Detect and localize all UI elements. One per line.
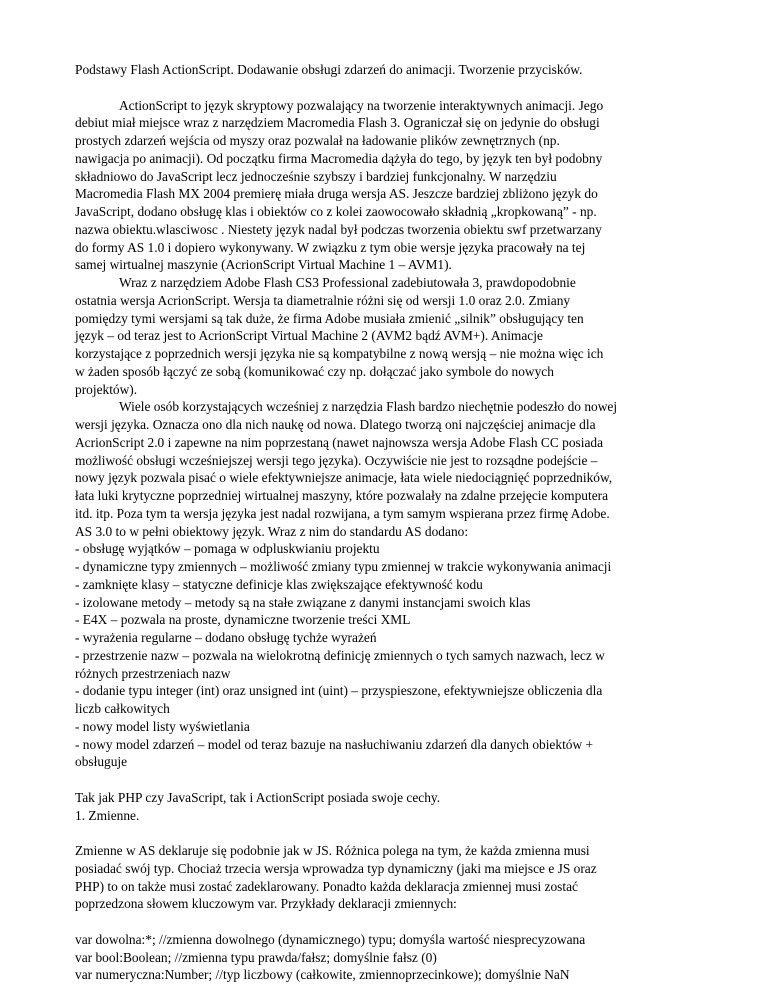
text-line: ActionScript to język skryptowy pozwalający na tworzenie interaktywnych animacji. Jego	[119, 97, 604, 113]
list-item: - zamknięte klasy – statyczne definicje klas zwiększające efektywność kodu	[75, 576, 483, 592]
section-heading: 1. Zmienne.	[75, 807, 140, 823]
list-item: - dodanie typu integer (int) oraz unsigned int (uint) – przyspieszone, efektywniejsze obliczenia dla	[75, 683, 603, 699]
list-item: - nowy model listy wyświetlania	[75, 718, 250, 734]
list-item: - E4X – pozwala na proste, dynamiczne tworzenie treści XML	[75, 612, 411, 628]
paragraph-variables	[75, 842, 715, 913]
code-line: var numeryczna:Number; //typ liczbowy (całkowite, zmiennoprzecinkowe); domyślnie NaN	[75, 967, 570, 983]
list-item: - izolowane metody – metody są na stałe związane z danymi instancjami swoich klas	[75, 594, 531, 610]
text-line: składniowo do JavaScript lecz jednocześnie szybszy i bardziej funkcjonalny. W narzędziu	[75, 168, 557, 184]
text-line: łata luki krytyczne poprzedniej wirtualnej maszyny, które pozwalały na zdalne przejęcie komputera	[75, 488, 609, 503]
spacer	[75, 771, 715, 789]
paragraph-as3-adoption	[75, 398, 715, 540]
list-item: - wyrażenia regularne – dodano obsługę tychże wyrażeń	[75, 630, 377, 645]
text-line: Tak jak PHP czy JavaScript, tak i ActionScript posiada swoje cechy.	[75, 789, 441, 805]
text-line: wersji języka. Oznacza ono dla nich naukę od nowa. Dlatego tworzą oni najczęściej animacje dla	[75, 417, 596, 432]
text-line: do formy AS 1.0 i dopiero wykonywany. W związku z tym obie wersje języka pracowały na tej	[75, 239, 586, 255]
text-line: PHP) to on także musi zostać zadeklarowany. Ponadto każda deklaracja zmiennej musi zostać	[75, 878, 578, 894]
text-line: posiadać swój typ. Chociaż trzecia wersja wprowadza typ dynamiczny (jaki ma miejsce e JS oraz	[75, 860, 597, 876]
code-line: var bool:Boolean; //zmienna typu prawda/fałsz; domyślnie fałsz (0)	[75, 949, 437, 965]
text-line: prostych zdarzeń wejścia od myszy oraz pozwalał na ładowanie plików zewnętrznych (np.	[75, 133, 560, 148]
text-line: Wiele osób korzystających wcześniej z narzędzia Flash bardzo niechętnie podeszło do nowej	[119, 399, 618, 415]
text-line: nazwa obiektu.wlasciwosc . Niestety język nadal był podczas tworzenia obiektu swf przetwarzany	[75, 221, 602, 237]
list-item: liczb całkowitych	[75, 701, 170, 716]
list-item: obsługuje	[75, 754, 128, 770]
text-line: ostatnia wersja AcrionScript. Wersja ta diametralnie różni się od wersji 1.0 oraz 2.0. Zmiany	[75, 292, 571, 308]
text-line: nawigacja po animacji). Od początku firma Macromedia dążyła do tego, by język ten był podobny	[75, 150, 603, 166]
text-line: Zmienne w AS deklaruje się podobnie jak w JS. Różnica polega na tym, że każda zmienna musi	[75, 843, 590, 858]
text-line: możliwość obsługi wcześniejszej wersji tego języka). Oczywiście nie jest to rozsądne podejście –	[75, 452, 598, 468]
text-line: samej wirtualnej maszynie (AcrionScript Virtual Machine 1 – AVM1).	[75, 257, 452, 273]
section-intro	[75, 789, 715, 825]
text-line: AcrionScript 2.0 i zapewne na nim poprzestaną (nawet najnowsza wersja Adobe Flash CC posiada	[75, 434, 604, 450]
document-title: Podstawy Flash ActionScript. Dodawanie obsługi zdarzeń do animacji. Tworzenie przycisków.	[75, 62, 583, 77]
text-line: itd. itp. Poza tym ta wersja języka jest nadal rozwijana, a tym samym wspierana przez firmę Adobe.	[75, 505, 610, 521]
text-line: nowy język pozwala pisać o wiele efektywniejsze animacje, łata wiele niedociągnięć poprzedników,	[75, 470, 613, 486]
code-examples	[75, 931, 715, 984]
list-item: - dynamiczne typy zmiennych – możliwość zmiany typu zmiennej w trakcie wykonywania animacji	[75, 559, 612, 574]
spacer	[75, 913, 715, 931]
list-item: - przestrzenie nazw – pozwala na wielokrotną definicję zmiennych o tych samych nazwach, lecz w	[75, 647, 605, 663]
list-item: - obsługę wyjątków – pomaga w odpluskwianiu projektu	[75, 541, 380, 557]
list-item: - nowy model zdarzeń – model od teraz bazuje na nasłuchiwaniu zdarzeń dla danych obiektów +	[75, 736, 594, 752]
text-line: w żaden sposób łączyć ze sobą (komunikować czy np. dołączać jako symbole do nowych	[75, 363, 554, 379]
text-line: Wraz z narzędziem Adobe Flash CS3 Professional zadebiutowała 3, prawdopodobnie	[119, 275, 576, 290]
text-line: debiut miał miejsce wraz z narzędziem Macromedia Flash 3. Ograniczał się on jedynie do obsługi	[75, 115, 600, 131]
spacer	[75, 79, 715, 97]
text-line: korzystające z poprzednich wersji języka nie są kompatybilne z nową wersją – nie można więc ich	[75, 346, 604, 361]
code-line: var dowolna:*; //zmienna dowolnego (dynamicznego) typu; domyśla wartość niesprecyzowana	[75, 931, 586, 947]
document-page	[75, 61, 715, 984]
text-line: AS 3.0 to w pełni obiektowy język. Wraz z nim do standardu AS dodano:	[75, 523, 469, 539]
paragraph-intro-actionscript	[75, 97, 715, 275]
list-item: różnych przestrzeniach nazw	[75, 665, 231, 681]
text-line: poprzedzona słowem kluczowym var. Przykłady deklaracji zmiennych:	[75, 896, 457, 912]
text-line: pomiędzy tymi wersjami są tak duże, że firma Adobe musiała zmienić „silnik” obsługujący ten	[75, 310, 584, 326]
spacer	[75, 824, 715, 842]
text-line: JavaScript, dodano obsługę klas i obiektów co z kolei zaowocowało składnią „kropkowaną” - np.	[75, 204, 597, 219]
text-line: projektów).	[75, 381, 138, 397]
feature-list	[75, 540, 715, 771]
text-line: język – od teraz jest to AcrionScript Virtual Machine 2 (AVM2 bądź AVM+). Animacje	[75, 328, 543, 344]
paragraph-as3-debut	[75, 274, 715, 398]
text-line: Macromedia Flash MX 2004 premierę miała druga wersja AS. Jeszcze bardziej zbliżono język do	[75, 186, 598, 202]
